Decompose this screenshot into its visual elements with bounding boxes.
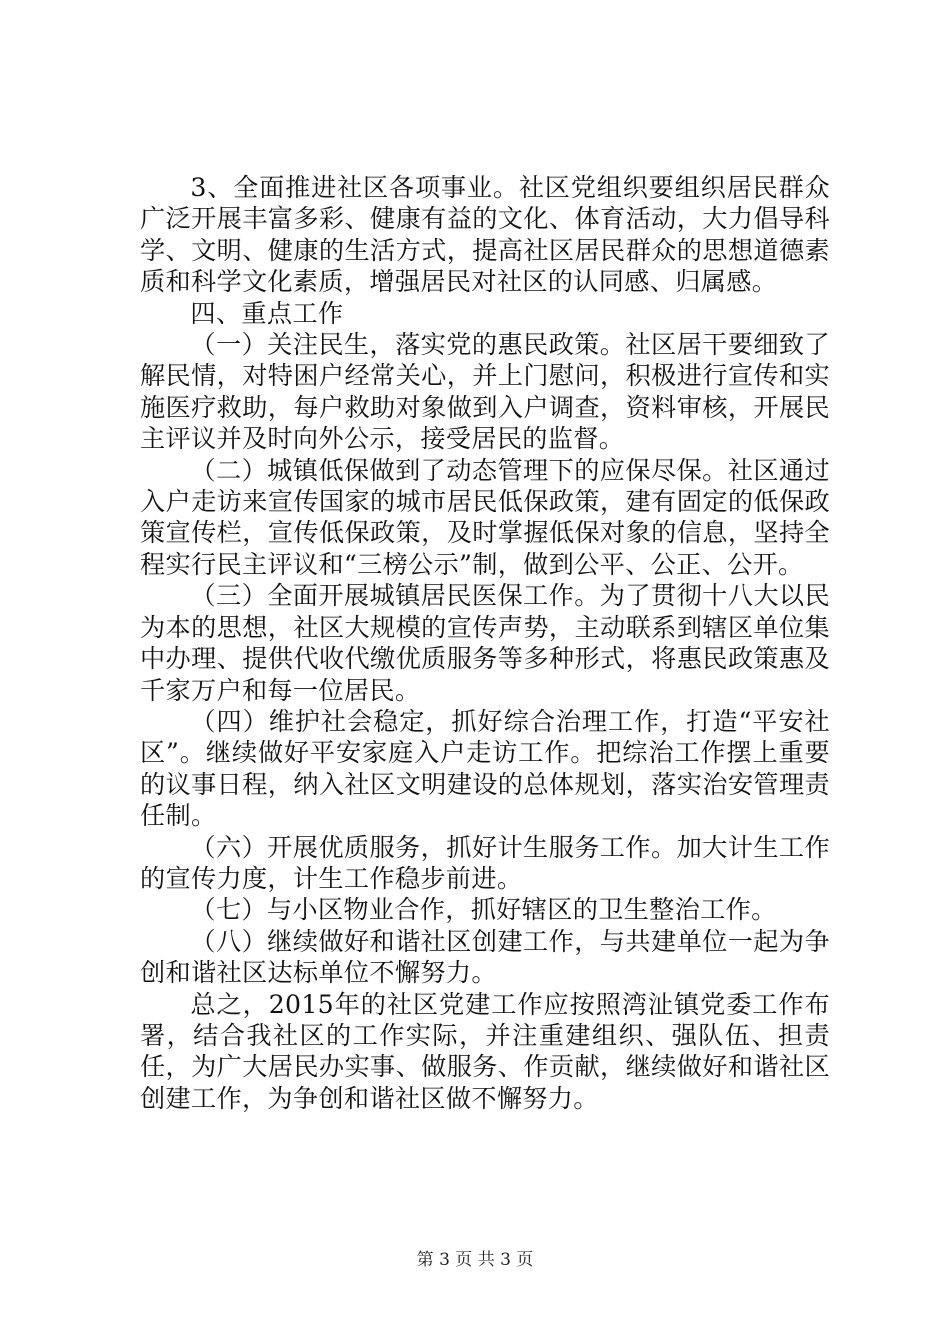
section-heading-key-work: 四、重点工作 <box>190 298 344 328</box>
paragraph-sanitation: （七）与小区物业合作，抓好辖区的卫生整治工作。 <box>190 895 777 925</box>
page-footer: 第 3 页 共 3 页 <box>416 1250 534 1270</box>
paragraph-low-income-security: （二）城镇低保做到了动态管理下的应保尽保。社区通过入户走访来宣传国家的城市居民低保政策，建有固定的低保政策宣传栏，宣传低保政策，及时掌握低保对象的信息，坚持全程实行民主评议和“三榜公示”制，做到公平、公正、公开。 <box>140 455 830 579</box>
paragraph-summary: 总之，2015年的社区党建工作应按照湾沚镇党委工作布署，结合我社区的工作实际，并注重建组织、强队伍、担责任，为广大居民办实事、做服务、作贡献，继续做好和谐社区创建工作，为争创和谐社区做不懈努力。 <box>140 989 830 1113</box>
paragraph-harmonious-community: （八）继续做好和谐社区创建工作，与共建单位一起为争创和谐社区达标单位不懈努力。 <box>140 926 830 988</box>
document-body <box>140 172 830 1114</box>
paragraph-family-planning: （六）开展优质服务，抓好计生服务工作。加大计生工作的宣传力度，计生工作稳步前进。 <box>140 832 830 893</box>
paragraph-medical-insurance: （三）全面开展城镇居民医保工作。为了贯彻十八大以民为本的思想，社区大规模的宣传声势，主动联系到辖区单位集中办理、提供代收代缴优质服务等多种形式，将惠民政策惠及千家万户和每一位居民。 <box>140 581 830 705</box>
paragraph-livelihood: （一）关注民生，落实党的惠民政策。社区居干要细致了解民情，对特困户经常关心，并上门慰问，积极进行宣传和实施医疗救助，每户救助对象做到入户调查，资料审核，开展民主评议并及时向外公示，接受居民的监督。 <box>140 330 830 454</box>
paragraph-item-3: 3、全面推进社区各项事业。社区党组织要组织居民群众广泛开展丰富多彩、健康有益的文化、体育活动，大力倡导科学、文明、健康的生活方式，提高社区居民群众的思想道德素质和科学文化素质，增强居民对社区的认同感、归属感。 <box>140 173 830 297</box>
paragraph-social-stability: （四）维护社会稳定，抓好综合治理工作，打造“平安社区”。继续做好平安家庭入户走访工作。把综治工作摆上重要的议事日程，纳入社区文明建设的总体规划，落实治安管理责任制。 <box>140 706 830 831</box>
